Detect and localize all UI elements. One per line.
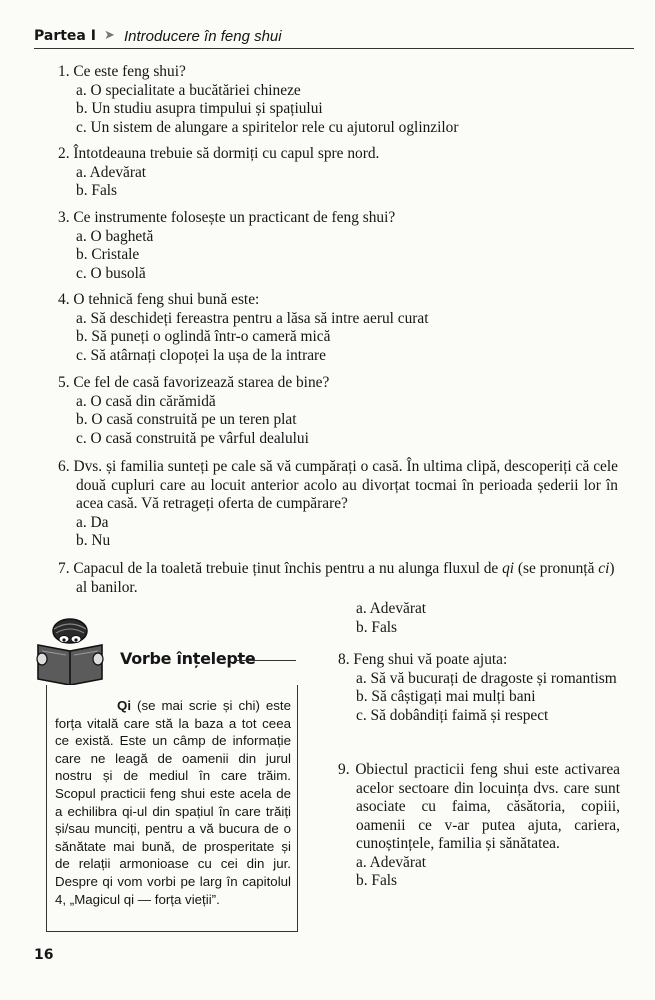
question-stem: 9. Obiectul practicii feng shui este activarea acelor sectoare din locuința dvs. care sunt asociate cu faima, căsătoria, copiii, oamenii ce v-ar putea ajuta, cariera, cunoștințele, familia și sănătatea. [338, 761, 620, 852]
question-stem: 7. Capacul de la toaletă trebuie ținut închis pentru a nu alunga fluxul de qi (se pronunță ci) al banilor. [58, 560, 615, 596]
question-option: c. Să dobândiți faimă și respect [356, 706, 549, 724]
question-stem: 3. Ce instrumente folosește un practicant de feng shui? [58, 209, 396, 226]
sidebar-lead-term: Qi [117, 698, 132, 713]
sidebar-title: Vorbe înțelepte [120, 649, 256, 668]
question-7 [58, 560, 618, 597]
question-option: b. O casă construită pe un teren plat [76, 411, 297, 428]
question-option: a. O baghetă [76, 227, 154, 245]
question-option: c. Să atârnați clopoței la ușa de la intrare [76, 346, 326, 364]
question-option: b. Nu [76, 532, 111, 549]
question-stem: 6. Dvs. și familia sunteți pe cale să vă cumpărați o casă. În ultima clipă, descoperiți că cele două cupluri care au locuit anterior acolo au divorțat tocmai în perioada șederii lor în acea casă. Vă retrageți oferta de cumpărare? [58, 458, 618, 512]
question-option: a. Să vă bucurați de dragoste și romantism [356, 669, 617, 687]
page-number: 16 [34, 947, 54, 963]
question-2 [58, 145, 618, 201]
question-stem: 8. Feng shui vă poate ajuta: [338, 651, 508, 668]
question-9 [338, 761, 620, 891]
question-option: a. Adevărat [356, 853, 427, 871]
question-stem: 5. Ce fel de casă favorizează starea de bine? [58, 374, 330, 391]
question-4 [58, 291, 618, 365]
question-stem: 4. O tehnică feng shui bună este: [58, 291, 260, 308]
question-6 [58, 458, 618, 551]
question-option: b. Să puneți o oglindă într-o cameră mică [76, 328, 331, 345]
question-option: a. Adevărat [356, 600, 427, 617]
question-option: b. Un studiu asupra timpului și spațiului [76, 100, 323, 117]
sidebar-title-rule [234, 660, 296, 661]
question-option: c. O casă construită pe vârful dealului [76, 429, 309, 447]
question-option: a. O specialitate a bucătăriei chineze [76, 81, 301, 99]
wise-words-sidebar [34, 615, 296, 932]
sidebar-body: (se mai scrie și chi) este forța vitală care stă la baza a tot ceea ce există. Este un câmp de informație care ne leagă de oamenii din jurul nostru și de mediul în care trăim. Scopul practicii feng shui este acela de a echilibra qi-ul din spațiul în care trăiți și/sau munciți, pentru a vă bucura de o sănătate mai bună, de prosperitate și de relații armonioase cu cei din jur. Despre qi vom vorbi pe larg în capitolul 4, „Magicul qi — forța vieții”. [55, 698, 291, 907]
question-option: a. O casă din cărămidă [76, 392, 216, 410]
question-stem: 2. Întotdeauna trebuie să dormiți cu capul spre nord. [58, 145, 380, 162]
question-option: b. Fals [356, 872, 398, 889]
sidebar-text [55, 697, 291, 908]
header-part: Partea I [34, 28, 96, 44]
question-option: b. Să câștigați mai mulți bani [356, 688, 536, 705]
question-option: c. O busolă [76, 264, 146, 282]
header-chapter: Introducere în feng shui [124, 28, 282, 45]
question-option: b. Cristale [76, 246, 140, 263]
question-option: a. Să deschideți fereastra pentru a lăsa să intre aerul curat [76, 309, 429, 327]
question-7-options [338, 600, 620, 637]
question-3 [58, 209, 618, 283]
question-option: b. Fals [76, 182, 118, 199]
sidebar-box [46, 685, 298, 932]
question-option: a. Da [76, 513, 109, 531]
question-option: b. Fals [356, 618, 398, 636]
question-stem: 1. Ce este feng shui? [58, 63, 186, 80]
header-arrow-icon: ➤ [104, 28, 115, 43]
question-1 [58, 63, 618, 137]
question-option: a. Adevărat [76, 163, 147, 181]
question-8 [338, 651, 620, 725]
question-5 [58, 374, 618, 448]
question-option: c. Un sistem de alungare a spiritelor rele cu ajutorul oglinzilor [76, 118, 459, 136]
book-reader-icon [34, 615, 108, 685]
running-header [34, 28, 634, 49]
